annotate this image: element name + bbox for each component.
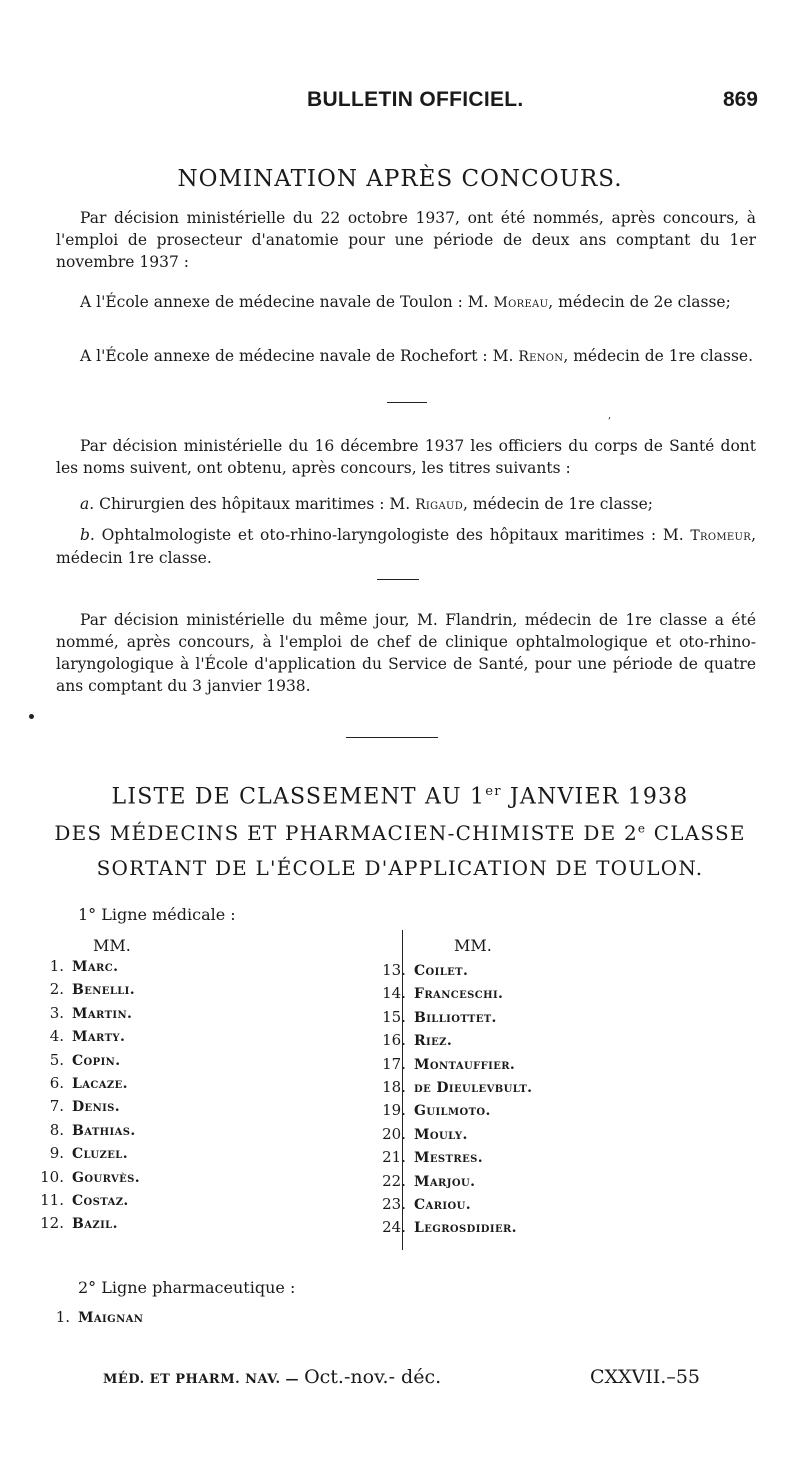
list-item [34,1025,140,1048]
rochefort-text: A l'École annexe de médecine navale de Rochefort : M. [80,347,519,365]
ligne-pharma-heading: 2° Ligne pharmaceutique : [78,1278,296,1297]
officer-name: Riez. [414,1033,453,1050]
paragraph-prosecteur-text: Par décision ministérielle du 22 octobre 1937, ont été nommés, après concours, à l'emploi de prosecteur d'anatomie pour une période de deux ans comptant du 1er novembre 1937 : [56,209,756,271]
rank-number: 17. [382,1054,406,1073]
rank-number: 11. [40,1190,64,1209]
col-left-header: MM. [93,936,131,955]
officer-name: de Dieulevbult. [414,1079,533,1096]
rank-number: 18. [382,1077,406,1096]
paragraph-flandrin-text: Par décision ministérielle du même jour, M. Flandrin, médecin de 1re classe a été nommé, après concours, à l'emploi de chef de clinique ophtalmologique et oto-rhino-laryngologique à l'École d'application du Service de Santé, pour une période de quatre ans comptant du 3 janvier 1938. [56,611,756,695]
officer-name: Coilet. [414,963,469,979]
list-item [376,1029,532,1052]
rank-number: 3. [49,1003,64,1022]
rank-number: 19. [382,1101,406,1120]
rank-number: 14. [382,984,406,1003]
liste-title-line2-class: CLASSE [646,821,746,845]
rank-number: 8. [49,1120,64,1139]
ranking-list-left [34,955,140,1236]
paragraph-flandrin [56,609,756,697]
officer-name: Legrosdidier. [414,1220,517,1237]
name-renon: Renon [518,349,564,365]
col-right-header: MM. [454,936,492,955]
ranking-list-pharma [40,1306,143,1329]
list-item [34,978,140,1001]
name-moreau: Moreau [493,295,549,311]
list-item [376,982,532,1005]
paragraph-titres-text: Par décision ministérielle du 16 décembre 1937 les officiers du corps de Santé dont les noms suivent, ont obtenu, après concours, les titres suivants : [56,437,756,477]
officer-name: Copin. [72,1052,121,1069]
officer-name: Marty. [72,1029,126,1046]
rank-number: 15. [382,1007,406,1026]
print-speck: , [608,410,612,421]
bulletin-title: BULLETIN OFFICIEL. [307,88,524,111]
list-item [34,1189,140,1212]
list-item [40,1306,143,1329]
liste-title-line3: SORTANT DE L'ÉCOLE D'APPLICATION DE TOULON. [96,856,704,880]
list-item [34,1212,140,1235]
liste-title-line1-sup: er [485,784,502,799]
officer-name: Marjou. [414,1173,476,1190]
footer-left [103,1366,441,1396]
paragraph-prosecteur [56,207,756,273]
rank-number: 7. [49,1097,64,1116]
list-item [376,1193,532,1216]
officer-name: Lacaze. [72,1075,128,1092]
list-item [376,1123,532,1146]
officer-name: Benelli. [72,982,136,999]
liste-title-line1-date: JANVIER 1938 [501,784,689,810]
list-item [376,1170,532,1193]
list-item [34,1119,140,1142]
item-a-text: Chirurgien des hôpitaux maritimes : M. [99,495,416,513]
officer-name: Montauffier. [414,1056,516,1073]
footer-journal: MÉD. ET PHARM. NAV. — [103,1372,305,1387]
officer-name: Martin. [72,1005,133,1022]
officer-name: Gourvès. [72,1169,141,1186]
officer-name: Denis. [72,1099,121,1116]
officer-name: Costaz. [72,1192,129,1209]
page-number: 869 [722,88,758,111]
section-title-nomination: NOMINATION APRÈS CONCOURS. [177,166,623,192]
rank-number: 13. [382,961,406,979]
liste-title-line2-sup: e [637,821,647,836]
list-item [34,955,140,978]
rank-number: 4. [49,1027,64,1046]
footer-volume: CXXVII.–55 [589,1366,700,1388]
name-rigaud: Rigaud [415,497,464,513]
item-a-label: a. [80,495,95,513]
rank-number: 16. [382,1031,406,1050]
rank-number: 6. [49,1073,64,1092]
item-b-rank: , médecin 1re classe. [56,526,756,567]
rank-number: 5. [49,1050,64,1069]
list-item [376,959,532,982]
officer-name: Maignan [78,1310,144,1326]
rank-number: 1. [49,957,64,975]
list-item [34,1072,140,1095]
rank-number: 12. [40,1214,64,1233]
list-item [376,1006,532,1029]
running-head [0,88,800,118]
name-tromeur: Tromeur [690,528,752,544]
rank-number: 2. [49,980,64,999]
officer-name: Guilmoto. [414,1103,491,1120]
rank-number: 9. [49,1144,64,1163]
liste-title-line1 [0,784,800,809]
officer-name: Mestres. [414,1150,484,1167]
paragraph-toulon [56,291,756,314]
officer-name: Billiottet. [414,1009,497,1026]
rochefort-rank: , médecin de 1re classe. [563,347,754,365]
list-item [34,1002,140,1025]
officer-name: Marc. [72,959,119,975]
rank-number: 20. [382,1124,406,1143]
rank-number: 24. [382,1218,406,1237]
rank-number: 23. [382,1194,406,1213]
list-item [376,1099,532,1122]
paragraph-rochefort [56,345,756,368]
rank-number: 1. [55,1308,70,1326]
officer-name: Mouly. [414,1126,468,1143]
item-b-text: Ophtalmologiste et oto-rhino-laryngologiste des hôpitaux maritimes : M. [101,526,691,544]
toulon-rank: , médecin de 2e classe; [548,293,731,311]
list-item [376,1146,532,1169]
liste-title-line1-text: LISTE DE CLASSEMENT AU 1 [111,784,486,810]
print-dot [29,714,34,719]
list-item [376,1216,532,1239]
separator-rule [387,402,427,403]
item-a-rank: , médecin de 1re classe; [463,495,653,513]
separator-rule [377,579,419,580]
item-a [56,493,756,516]
liste-title-line2 [0,821,800,845]
rank-number: 21. [382,1148,406,1167]
list-item [34,1095,140,1118]
ranking-list-right [376,959,532,1240]
item-b [56,524,756,569]
list-item [376,1076,532,1099]
officer-name: Franceschi. [414,986,504,1003]
officer-name: Cluzel. [72,1146,128,1163]
ligne-medicale-heading: 1° Ligne médicale : [78,905,236,924]
officer-name: Cariou. [414,1196,471,1213]
officer-name: Bathias. [72,1122,136,1139]
list-item [34,1166,140,1189]
item-b-label: b. [80,526,95,544]
liste-title-line2-text: DES MÉDECINS ET PHARMACIEN-CHIMISTE DE 2 [54,821,638,845]
list-item [34,1049,140,1072]
rank-number: 10. [40,1167,64,1186]
separator-rule [346,737,438,738]
toulon-text: A l'École annexe de médecine navale de Toulon : M. [80,293,494,311]
footer-issue: Oct.-nov.- déc. [304,1366,442,1388]
paragraph-titres [56,435,756,479]
rank-number: 22. [382,1171,406,1190]
officer-name: Bazil. [72,1216,118,1233]
list-item [34,1142,140,1165]
list-item [376,1053,532,1076]
